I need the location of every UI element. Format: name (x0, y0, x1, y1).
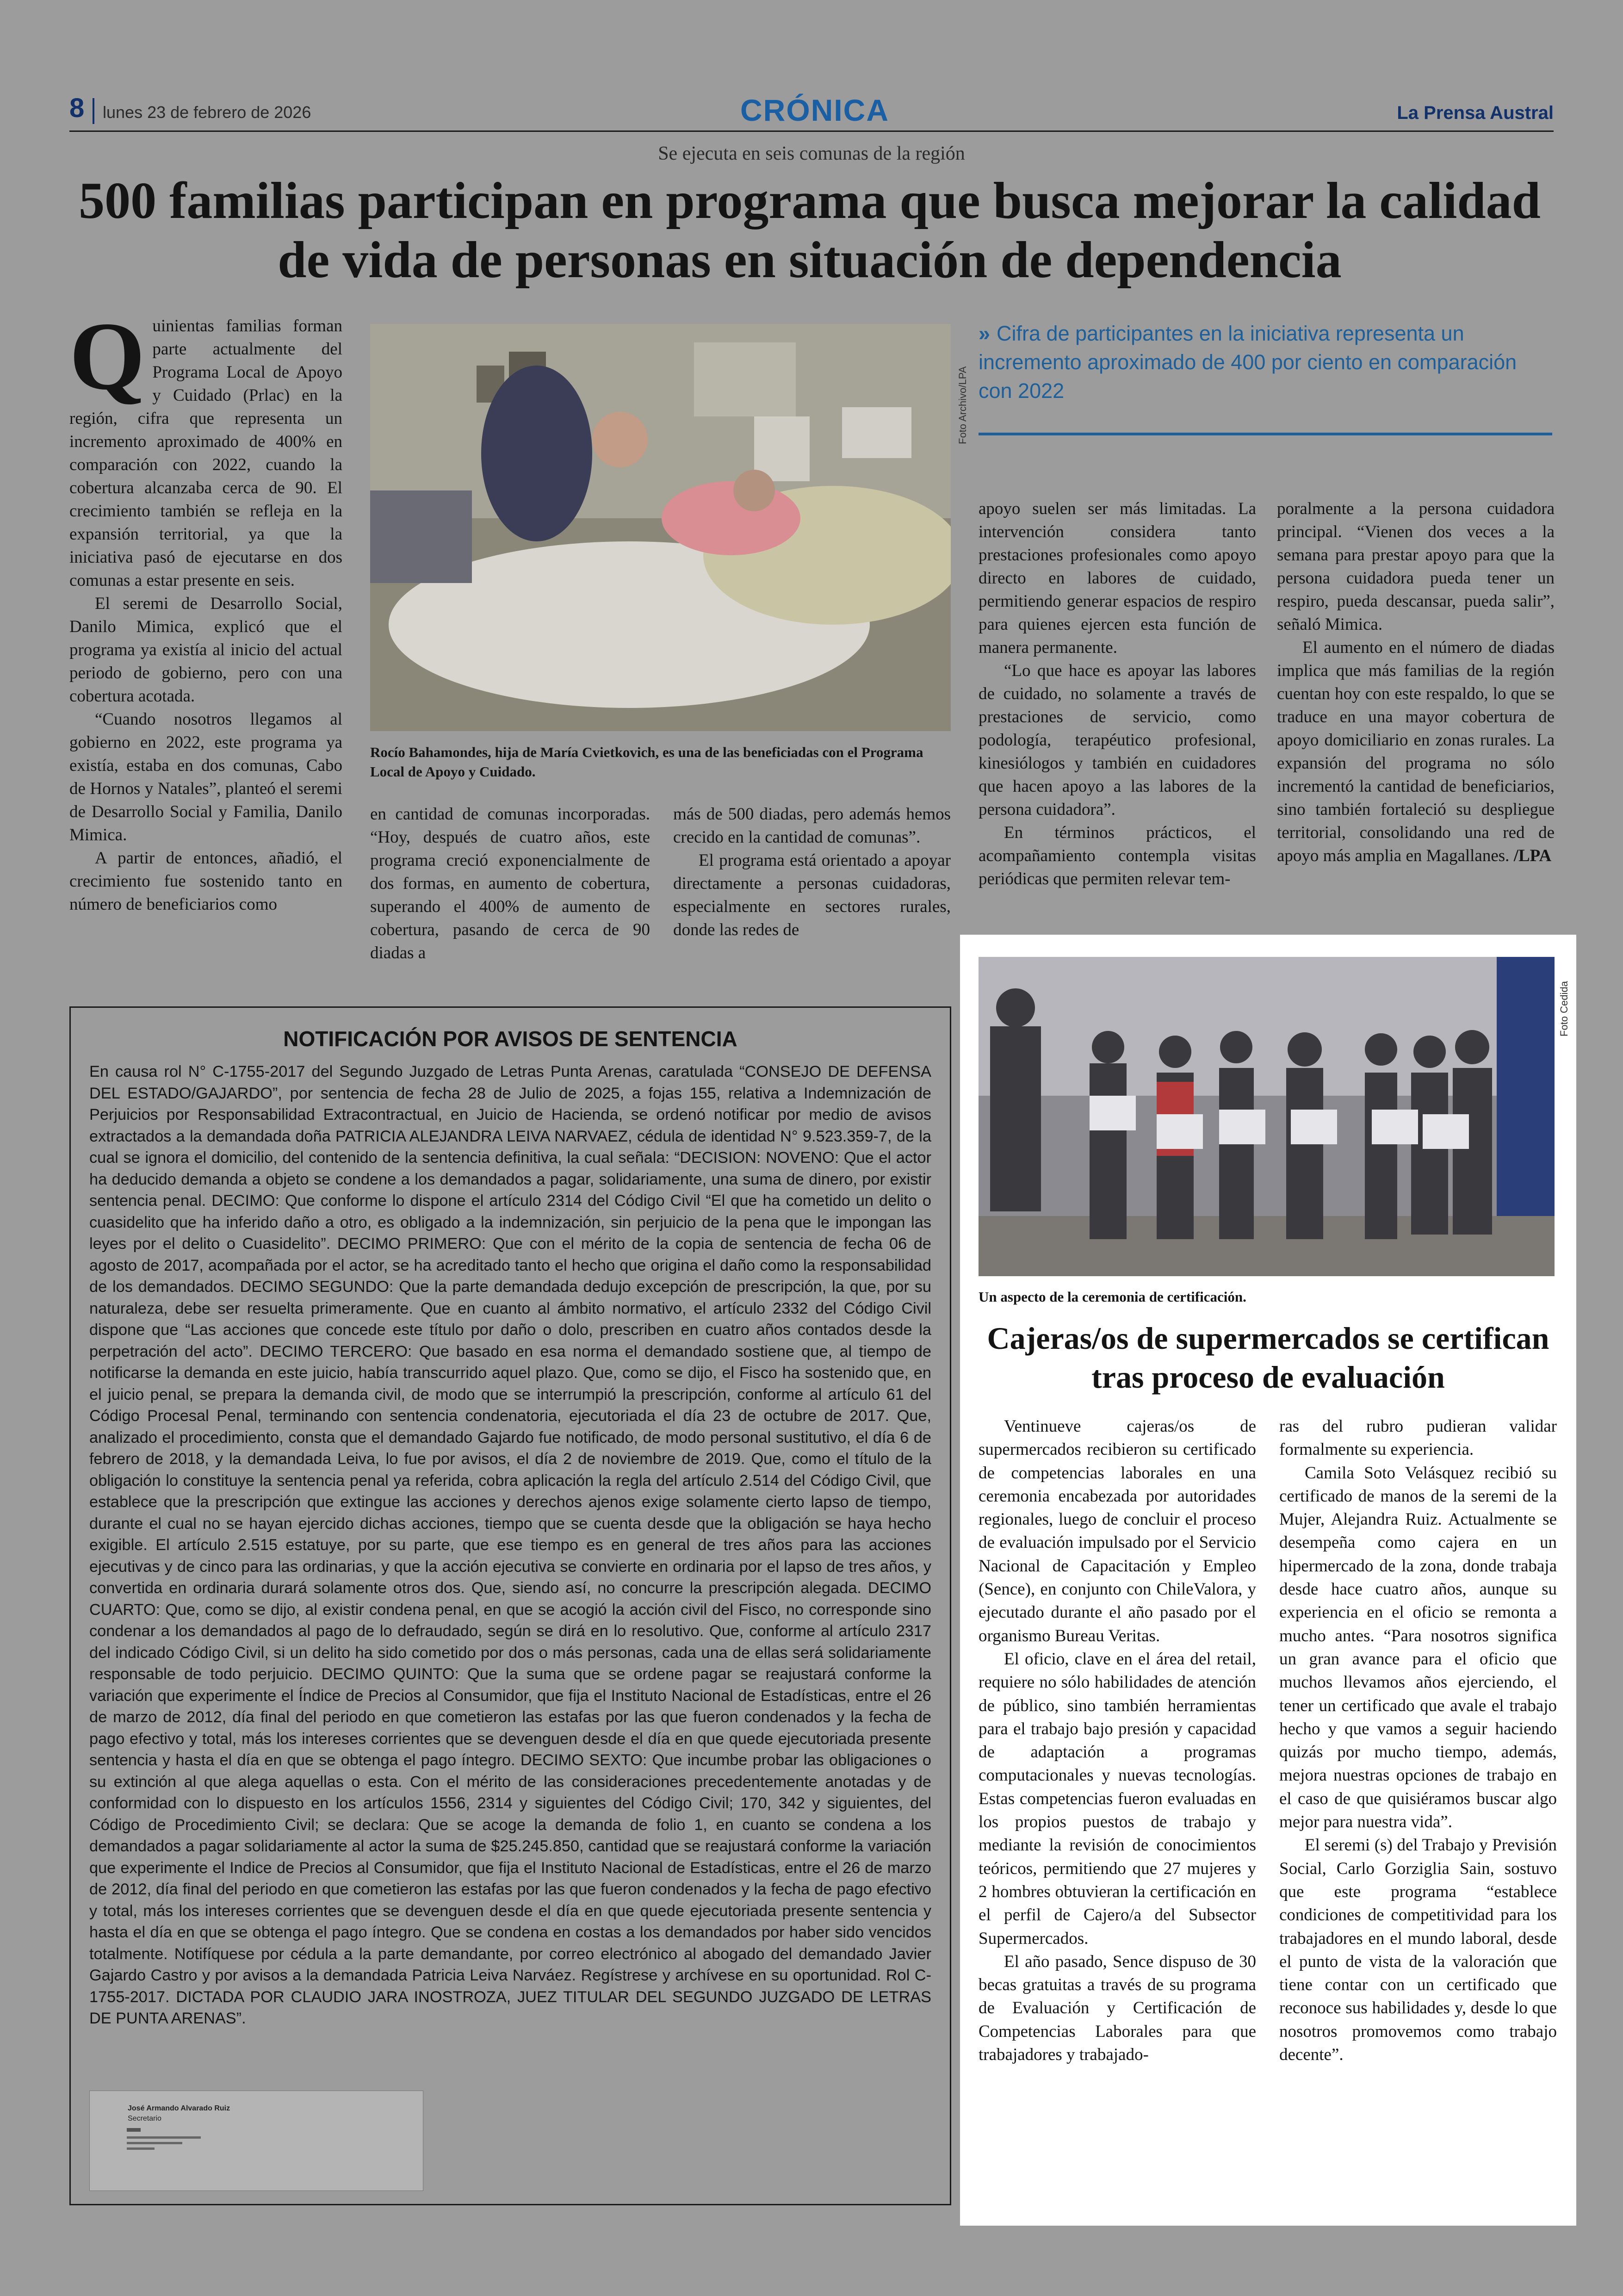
article-column-5 (1277, 497, 1555, 868)
pull-quote (979, 319, 1552, 405)
article-column-4 (979, 497, 1256, 891)
header-rule (69, 130, 1554, 132)
article-paragraph: A partir de entonces, añadió, el crecimiento fue sostenido tanto en número de beneficiarios como (69, 849, 342, 914)
second-article-headline: Cajeras/os de supermercados se certifican tras proceso de evaluación (987, 1321, 1549, 1395)
drop-cap: Q (69, 303, 145, 410)
article-paragraph: en cantidad de comunas incorporadas. “Hoy, después de cuatro años, este programa creció exponencialmente de dos formas, en aumento de cobertura, superando el 400% de aumento de cobertura, pasando de cerca de 90 diadas a (370, 805, 650, 962)
newspaper-brand: La Prensa Austral (1397, 103, 1554, 123)
section-name: CRÓNICA (740, 93, 889, 127)
photo-caption: Rocío Bahamondes, hija de María Cvietkovich, es una de las beneficiadas con el Programa Local de Apoyo y Cuidado. (370, 744, 923, 780)
photo-credit: Foto Archivo/LPA (957, 366, 968, 444)
article-column-2 (370, 803, 650, 965)
article-paragraph: más de 500 diadas, pero además hemos crecido en la cantidad de comunas”. (673, 805, 951, 847)
article-paragraph: El seremi de Desarrollo Social, Danilo Mimica, explicó que el programa ya existía al inicio del actual periodo de gobierno, pero con una cobertura acotada. (69, 594, 342, 706)
article-signoff: /LPA (1513, 846, 1552, 865)
folio-divider (93, 98, 94, 124)
ceremony-photo-caption: Un aspecto de la ceremonia de certificación. (979, 1289, 1246, 1305)
article-headline: 500 familias participan en programa que busca mejorar la calidad de vida de personas en situación de dependencia (79, 172, 1541, 289)
issue-date: lunes 23 de febrero de 2026 (103, 103, 311, 122)
signature-role: Secretario (128, 2115, 161, 2122)
article-paragraph: El programa está orientado a apoyar directamente a personas cuidadoras, especialmente en sectores rurales, donde las redes de (673, 851, 951, 939)
article-lead: uinientas familias forman parte actualmente del Programa Local de Apoyo y Cuidado (Prlac) en la región, cifra que representa un incremento aproximado de 400% en comparación con 2022, cuando la cobertura alcanzaba cerca de 90. El crecimiento también se refleja en la expansión territorial, ya que la iniciativa pasó de ejecutarse en dos comunas a estar presente en seis. (69, 316, 342, 590)
ceremony-photo-image (979, 957, 1555, 1276)
article-paragraph: apoyo suelen ser más limitadas. La intervención considera tanto prestaciones profesionales como apoyo directo en labores de cuidado, permitiendo generar espacios de respiro para quienes ejercen esta función de manera permanente. (979, 499, 1256, 657)
caregiver-photo-image (370, 324, 951, 731)
signature-scribble (127, 2128, 219, 2160)
pull-quote-rule (979, 433, 1552, 435)
second-article-paragraph: El oficio, clave en el área del retail, requiere no sólo habilidades de atención de público, sino también herramientas para el trabajo bajo presión y capacidad de adaptación a programas computacionales y nuevas tecnologías. Estas competencias fueron evaluadas en los propios puestos de trabajo y mediante la revisión de conocimientos teóricos, permitiendo que 27 mujeres y 2 hombres obtuvieran la certificación en el perfil de Cajero/a del Subsector Supermercados. (979, 1649, 1256, 1948)
ceremony-photo (979, 957, 1555, 1276)
second-article-paragraph: Camila Soto Velásquez recibió su certificado de manos de la seremi de la Mujer, Alejandra Ruiz. Actualmente se desempeña como cajera en un hipermercado de la zona, donde trabaja desde hace cuatro años, aunque su experiencia en el oficio se remonta a mucho antes. “Para nosotros significa un gran avance para el oficio que muchos llevamos años ejerciendo, el tener un certificado que avale el trabajo hecho y que vamos a seguir haciendo quizás por mucho tiempo, además, mejora nuestras opciones de trabajo en el caso de que quisiéramos buscar algo mejor para nuestra vida”. (1279, 1463, 1557, 1832)
second-article-column-2 (1279, 1415, 1557, 2066)
article-column-1 (69, 303, 342, 916)
second-article-paragraph: El año pasado, Sence dispuso de 30 becas gratuitas a través de su programa de Evaluación y Certificación de Competencias Laborales para que trabajadores y trabajado- (979, 1952, 1256, 2065)
second-article-paragraph: ras del rubro pudieran validar formalmente su experiencia. (1279, 1417, 1557, 1459)
page-number: 8 (69, 93, 85, 123)
legal-notice-title: NOTIFICACIÓN POR AVISOS DE SENTENCIA (283, 1027, 737, 1051)
article-paragraph: “Cuando nosotros llegamos al gobierno en 2022, este programa ya existía, estaba en dos comunas, Cabo de Hornos y Natales”, planteó el seremi de Desarrollo Social y Familia, Danilo Mimica. (69, 710, 342, 844)
second-article-column-1 (979, 1415, 1256, 2066)
article-paragraph: El aumento en el número de diadas implica que más familias de la región cuentan hoy con este respaldo, lo que se traduce en una mayor cobertura de apoyo domiciliario en zonas rurales. La expansión del programa no sólo incrementó la cantidad de beneficiarios, sino también fortaleció su despliegue territorial, consolidando una red de apoyo más amplia en Magallanes. (1277, 638, 1555, 865)
article-paragraph: poralmente a la persona cuidadora principal. “Vienen dos veces a la semana para prestar apoyo para que la persona cuidadora pueda tener un respiro, pueda descansar, pueda salir”, señaló Mimica. (1277, 499, 1555, 634)
second-article-paragraph: El seremi (s) del Trabajo y Previsión Social, Carlo Gorziglia Sain, sostuvo que este programa “establece condiciones de competitividad para los trabajadores en el mundo laboral, desde el punto de vista de la valoración que tiene contar con un certificado que reconoce sus habilidades y, desde lo que nosotros promovemos como trabajo decente”. (1279, 1836, 1557, 2065)
article-column-3 (673, 803, 951, 942)
article-paragraph: En términos prácticos, el acompañamiento contempla visitas periódicas que permiten relevar tem- (979, 823, 1256, 888)
article-kicker: Se ejecuta en seis comunas de la región (658, 143, 965, 164)
caregiver-photo (370, 324, 951, 731)
pull-quote-text: Cifra de participantes en la iniciativa representa un incremento aproximado de 400 por ciento en comparación con 2022 (979, 322, 1517, 403)
legal-notice-box (69, 1006, 951, 2205)
double-chevron-right-icon: » (979, 322, 991, 345)
second-article-paragraph: Ventinueve cajeras/os de supermercados recibieron su certificado de competencias laborales en una ceremonia encabezada por autoridades regionales, luego de concluir el proceso de evaluación impulsado por el Servicio Nacional de Capacitación y Empleo (Sence), en conjunto con ChileValora, y ejecutado durante el año pasado por el organismo Bureau Veritas. (979, 1417, 1256, 1645)
signature-name: José Armando Alvarado Ruiz (128, 2104, 230, 2112)
signature-stamp (89, 2091, 423, 2191)
legal-notice-body: En causa rol N° C-1755-2017 del Segundo Juzgado de Letras Punta Arenas, caratulada “CONSEJO DE DEFENSA DEL ESTADO/GAJARDO”, por sentencia de fecha 28 de Julio de 2025, a fojas 155, relativa a Indemnización de Perjuicios por Responsabilidad Extracontractual, en Juicio de Hacienda, se ordenó notificar por medio de avisos extractados a la demandada doña PATRICIA ALEJANDRA LEIVA NARVAEZ, cédula de identidad N° 9.523.359-7, de la cual se ignora el domicilio, del contenido de la sentencia definitiva, la cual señala: “DECISION: NOVENO: Que el actor ha deducido demanda a objeto se condene a los demandados a pagar, solidariamente, una suma de dinero, por existir sentencia penal. DECIMO: Que conforme lo dispone el artículo 2314 del Código Civil “El que ha cometido un delito o cuasidelito que ha inferido daño a otro, es obligado a la indemnización, sin perjuicio de la pena que le impongan las leyes por el delito o Cuasidelito”. DECIMO PRIMERO: Que con el mérito de la copia de sentencia de fecha 06 de agosto de 2017, acompañada por el actor, se ha acreditado tanto el hecho que origina el daño como la responsabilidad de los demandados. DECIMO SEGUNDO: Que la parte demandada dedujo excepción de prescripción, la que, por su naturaleza, debe ser resuelta primeramente. Que en cuanto al ámbito normativo, el artículo 2332 del Código Civil dispone que “Las acciones que concede este título por daño o dolo, prescriben en cuatro años contados desde la perpetración del acto”. DECIMO TERCERO: Que basado en esa norma el demandado sostiene que, al tiempo de notificarse la demanda en este juicio, había transcurrido aquel plazo. Que, como se dijo, el Fisco ha sostenido que, en el juicio penal, se prepara la demanda civil, de modo que se interrumpió la prescripción, conforme al artículo 61 del Código Procesal Penal, terminando con sentencia condenatoria, ejecutoriada el día 23 de octubre de 2017. Que, analizado el procedimiento, consta que el demandado Gajardo fue notificado, de modo personal sustitutivo, el día 6 de febrero de 2018, y la demandada Leiva, lo fue por avisos, el día 2 de noviembre de 2019. Que, como el título de la obligación lo constituye la sentencia penal ya referida, cobra aplicación la regla del artículo 2.514 del Código Civil, que establece que la prescripción que extingue las acciones y derechos ajenos exige solamente cierto lapso de tiempo, durante el cual no se hayan ejercido dichas acciones, tiempo que se cuenta desde que la obligación se haya hecho exigible. El artículo 2.515 estatuye, por su parte, que ese tiempo es en general de tres años para las acciones ejecutivas y de cinco para las ordinarias, y que la acción ejecutiva se convierte en ordinaria por el lapso de tres años, y convertida en ordinaria durará solamente otros dos. Que, siendo así, no concurre la prescripción alegada. DECIMO CUARTO: Que, como se dijo, al existir condena penal, en que se acogió la acción civil del Fisco, no corresponde sino condenar a los demandados al pago de lo defraudado, según se dirá en lo resolutivo. Que, conforme al artículo 2317 del indicado Código Civil, si un delito ha sido cometido por dos o más personas, cada una de ellas será solidariamente responsable de todo perjuicio. DECIMO QUINTO: Que la suma que se ordene pagar se reajustará conforme la variación que experimente el Índice de Precios al Consumidor, que fija el Instituto Nacional de Estadísticas, entre el 26 de marzo de 2012, día final del periodo en que cometieron las estafas por las que fueron condenados y la fecha de pago efectivo y total, más los intereses corrientes que se devenguen desde el día en que quede ejecutoriada presente sentencia y hasta el día en que se obtenga el pago íntegro. DECIMO SEXTO: Que incumbe probar las obligaciones o su extinción al que alega aquellas o esta. Con el mérito de las consideraciones precedentemente anotadas y de conformidad con lo dispuesto en los artículos 1556, 2314 y siguientes del Código Civil; 170, 342 y siguientes, del Código de Procedimiento Civil; se declara: Que se acoge la demanda de folio 1, en cuanto se condena a los demandados a pagar solidariamente al actor la suma de $25.245.850, cantidad que se reajustará conforme la variación que experimente el Indice de Precios al Consumidor, que fija el Instituto Nacional de Estadísticas, entre el 26 de marzo de 2012, día final del periodo en que cometieron las estafas por las que fueron condenados y la fecha de pago efectivo y total, más los intereses corrientes que se devenguen desde el día en que quede ejecutoriada presente sentencia y hasta el día en que se obtenga el pago íntegro. Que se condena en costas a los demandados por haber sido vencidos totalmente. Notifíquese por cédula a la parte demandante, por correo electrónico al abogado del demandado Javier Gajardo Castro y por avisos a la demandada Patricia Leiva Narváez. Regístrese y archívese en su oportunidad. Rol C-1755-2017. DICTADA POR CLAUDIO JARA INOSTROZA, JUEZ TITULAR DEL SEGUNDO JUZGADO DE LETRAS DE PUNTA ARENAS”. (89, 1063, 931, 2027)
ceremony-photo-credit: Foto Cedida (1558, 981, 1570, 1036)
article-paragraph: “Lo que hace es apoyar las labores de cuidado, no solamente a través de prestaciones de servicio, como podología, terapéutico profesional, kinesiólogos y también en cuidadores que hacen apoyo a las labores de la persona cuidadora”. (979, 661, 1256, 819)
